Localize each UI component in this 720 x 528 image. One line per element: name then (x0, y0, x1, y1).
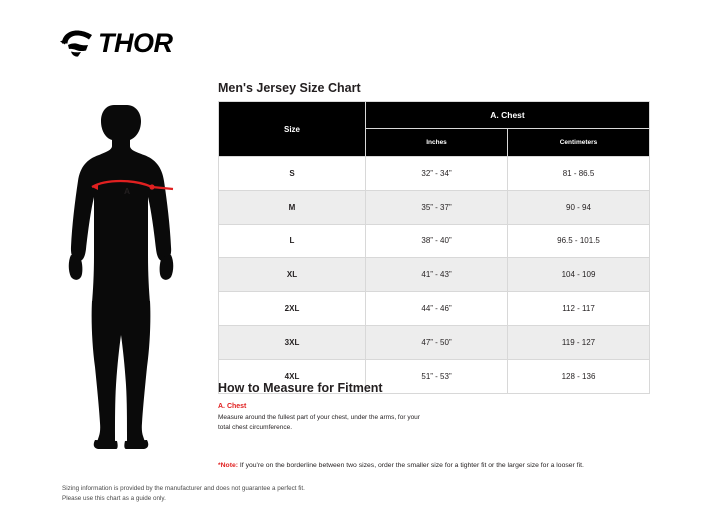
cell-centimeters: 119 - 127 (508, 325, 650, 359)
cell-size: S (219, 157, 366, 191)
cell-size: 4XL (219, 359, 366, 393)
howto-body (218, 413, 518, 433)
cell-centimeters: 104 - 109 (508, 258, 650, 292)
cell-inches: 47” - 50” (366, 325, 508, 359)
footer-line-2: Please use this chart as a guide only. (62, 495, 166, 503)
table-row (219, 224, 650, 258)
header-chest-group: A. Chest (366, 102, 650, 129)
brand-logo (60, 28, 173, 58)
cell-inches: 35” - 37” (366, 190, 508, 224)
brand-name: THOR (98, 27, 173, 58)
cell-inches: 51” - 53” (366, 359, 508, 393)
cell-size: XL (219, 258, 366, 292)
cell-centimeters: 96.5 - 101.5 (508, 224, 650, 258)
cell-size: 3XL (219, 325, 366, 359)
cell-inches: 41” - 43” (366, 258, 508, 292)
body-figure (62, 105, 202, 450)
howto-title: How to Measure for Fitment (218, 381, 383, 395)
table-row (219, 258, 650, 292)
cell-centimeters: 90 - 94 (508, 190, 650, 224)
cell-centimeters: 81 - 86.5 (508, 157, 650, 191)
measure-point-label: A (124, 186, 131, 196)
header-unit-centimeters: Centimeters (508, 129, 650, 157)
sizing-note-text: If you're on the borderline between two sizes, order the smaller size for a tighter fit or the larger size for a looser fit. (239, 462, 584, 469)
cell-centimeters: 128 - 136 (508, 359, 650, 393)
cell-centimeters: 112 - 117 (508, 292, 650, 326)
table-row (219, 325, 650, 359)
cell-inches: 38” - 40” (366, 224, 508, 258)
cell-size: L (219, 224, 366, 258)
table-row (219, 157, 650, 191)
howto-body-line-1: Measure around the fullest part of your chest, under the arms, for your (218, 414, 420, 421)
sizing-note (218, 462, 584, 469)
size-chart-table (218, 101, 650, 394)
table-row (219, 292, 650, 326)
howto-subtitle: A. Chest (218, 403, 247, 410)
cell-inches: 44” - 46” (366, 292, 508, 326)
cell-inches: 32” - 34” (366, 157, 508, 191)
footer-line-1: Sizing information is provided by the manufacturer and does not guarantee a perfect fit. (62, 485, 305, 492)
table-header-row (219, 102, 650, 129)
cell-size: M (219, 190, 366, 224)
header-size: Size (219, 102, 366, 157)
table-row (219, 190, 650, 224)
cell-size: 2XL (219, 292, 366, 326)
footer-disclaimer (62, 484, 305, 504)
header-unit-inches: Inches (366, 129, 508, 157)
howto-body-line-2: total chest circumference. (218, 424, 293, 432)
sizing-note-label: *Note: (218, 462, 239, 469)
page-title: Men's Jersey Size Chart (218, 81, 361, 95)
thor-helmet-icon (60, 28, 94, 58)
